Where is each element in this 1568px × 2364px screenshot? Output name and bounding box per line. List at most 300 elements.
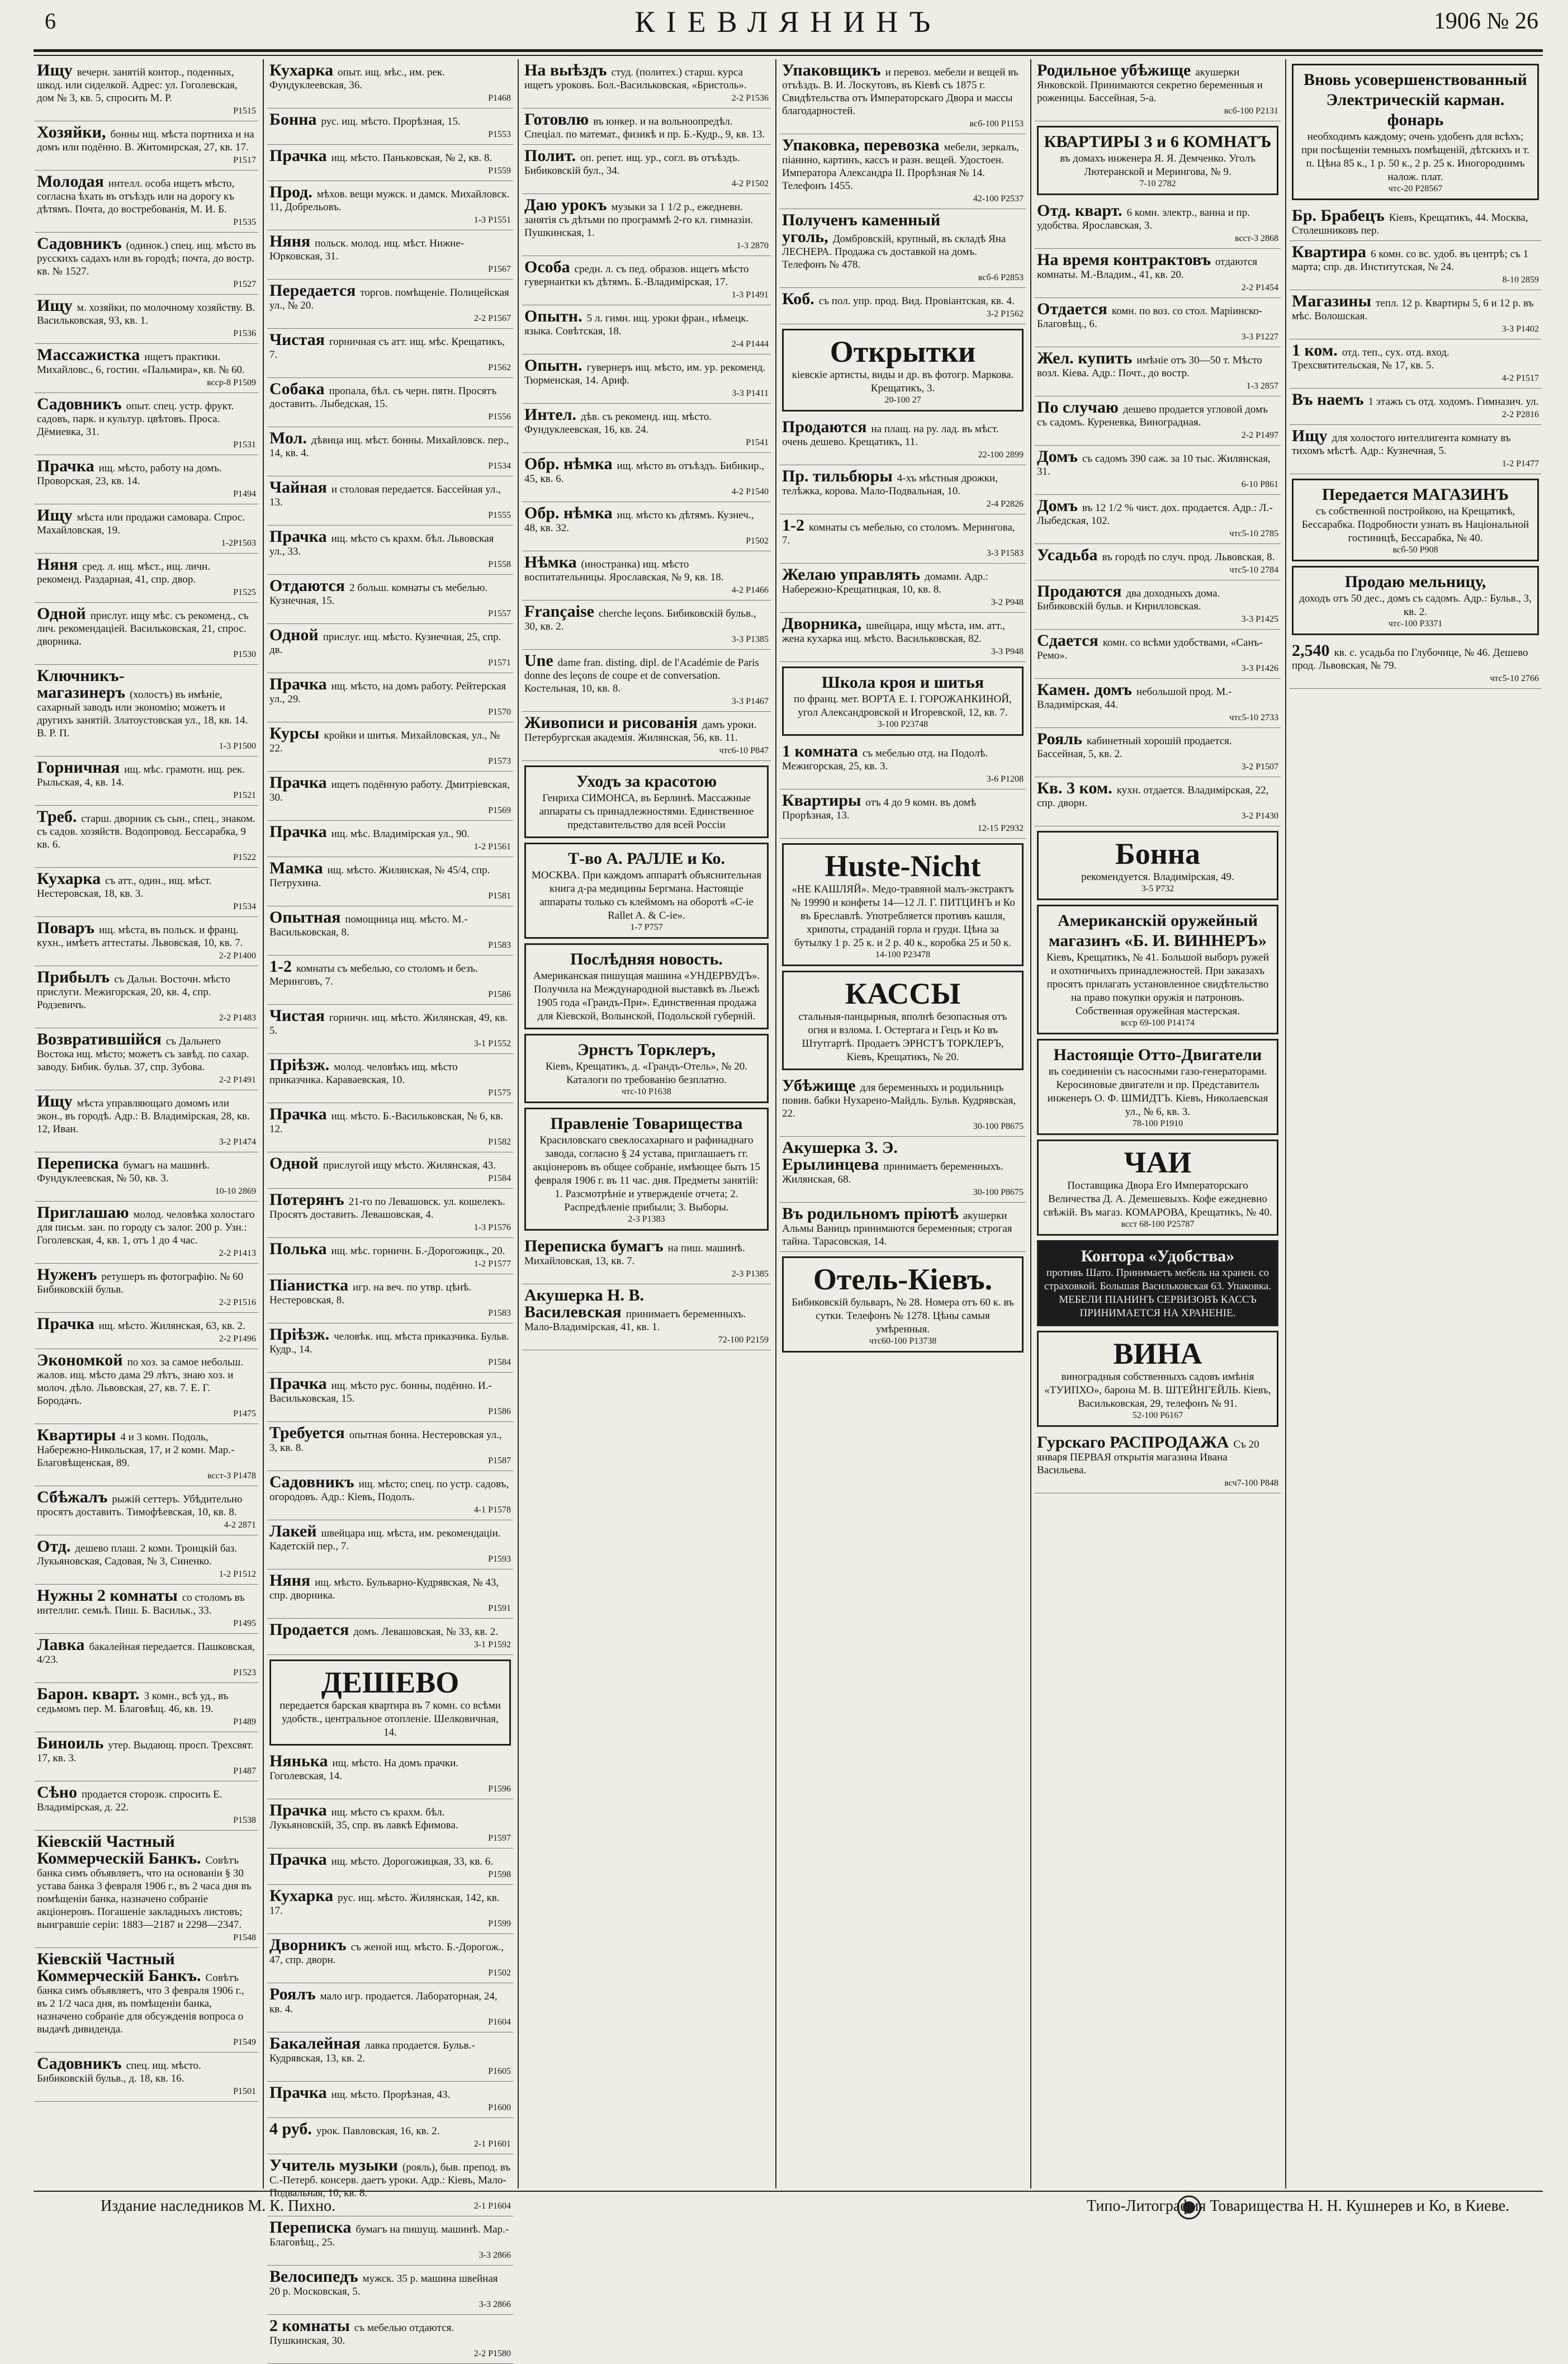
ad-code: 12-15 Р2932 — [977, 824, 1024, 833]
classified-ad — [267, 857, 513, 906]
ad-text: въ соединеніи съ насосными газо-генераторами. Керосиновые двигатели и пр. Представитель инженеръ О. Ф. ШМИДТЪ. Кіевъ, Николаевская ул., № 6, кв. 3. — [1047, 1066, 1268, 1118]
classified-ad — [1035, 777, 1281, 826]
ad-keyword: Мамка — [269, 859, 323, 877]
ad-code: 2-2 Р1413 — [219, 1249, 256, 1258]
classified-ad — [267, 526, 513, 575]
ad-code: 2-2 Р1483 — [219, 1013, 256, 1023]
ad-keyword: Ключникъ-магазинеръ — [37, 666, 125, 702]
display-advertisement — [782, 971, 1024, 1070]
ad-code: всср 69-100 Р14174 — [1121, 1018, 1195, 1028]
ad-keyword: Пріѣзж. — [269, 1325, 330, 1344]
ad-code: 3-2 Р1430 — [1241, 811, 1278, 821]
ad-code: Р1605 — [488, 2067, 511, 2076]
ad-keyword: Дворникъ — [269, 1936, 347, 1954]
ad-code: Р1583 — [488, 940, 511, 950]
ad-keyword: Ищу — [37, 1092, 73, 1110]
ad-text: оп. репет. ищ. ур., согл. въ отъѣздъ. Бибиковскій бул., 34. — [524, 152, 740, 177]
ad-text: польск. молод. ищ. мѣст. Нижне-Юрковская, 31. — [269, 238, 465, 262]
ad-text: горничн. ищ. мѣсто. Жилянская, 49, кв. 5. — [269, 1012, 508, 1037]
classified-ad — [267, 722, 513, 772]
ad-text: утер. Выдающ. просп. Трехсвят. 17, кв. 3. — [37, 1739, 254, 1764]
ad-keyword: Прачка — [269, 1374, 327, 1393]
ad-keyword: Прачка — [269, 527, 327, 546]
ad-code: Р1567 — [488, 264, 511, 274]
ad-text: (иностранка) ищ. мѣсто воспитательницы. Ярославская, № 9, кв. 18. — [524, 559, 724, 583]
ad-code: всч7-100 Р848 — [1224, 1478, 1278, 1488]
ad-keyword: Курсы — [269, 724, 320, 743]
ad-code: 30-100 Р8675 — [973, 1122, 1024, 1131]
ad-keyword: Вновь усовершенствованный Электрическій карман. фонарь — [1304, 70, 1527, 129]
ad-text: мало игр. продается. Лабораторная, 24, кв. 4. — [269, 1991, 498, 2015]
ad-text: ищ. мѣсто въ отъѣздъ. Бибикир., 45, кв. 6. — [524, 460, 765, 485]
ad-keyword: Ищу — [1292, 427, 1328, 445]
ad-text: кв. с. усадьба по Глубочице, № 46. Дешево прод. Львовская, № 79. — [1292, 647, 1528, 672]
ad-text: съ мебелью отдаются. Пушкинская, 30. — [269, 2322, 454, 2347]
classified-ad — [1035, 1431, 1281, 1493]
ad-text: ищ. мѣсто. Б.-Васильковская, № 6, кв. 12. — [269, 1110, 504, 1135]
ad-text: ищ. мѣсто рус. бонны, подённо. И.-Васильковская, 15. — [269, 1380, 492, 1405]
ad-text: акушерки Альмы Ваницъ принимаются беременныя; строгая тайна. Тарасовская, 14. — [782, 1210, 1012, 1247]
ad-code: 4-2 Р1466 — [731, 585, 769, 595]
classified-ad — [267, 1520, 513, 1569]
ad-code: 2-2 Р1567 — [473, 314, 511, 323]
classified-ad — [35, 1313, 258, 1349]
ad-code: 2-2 Р1536 — [731, 93, 769, 103]
ad-text: ищ. мѣсто. Дорогожицкая, 33, кв. 6. — [331, 1856, 494, 1867]
ad-code: 2-2 Р1400 — [219, 951, 256, 961]
ad-text: небольшой прод. М.-Владимірская, 44. — [1037, 686, 1232, 711]
classified-ad — [1035, 298, 1281, 347]
ad-text: опытная бонна. Нестеровская ул., 3, кв. 8. — [269, 1429, 502, 1454]
ad-keyword: Нужны 2 комнаты — [37, 1586, 178, 1605]
ad-text: отд. теп., сух. отд. вход. Трехсвятительская, № 17, кв. 5. — [1292, 347, 1449, 371]
ad-text: ищ. мѣста, въ польск. и франц. кухн., имѣетъ аттестаты. Львовская, 10, кв. 7. — [37, 924, 243, 949]
ad-code: 1-3 2870 — [736, 241, 769, 250]
ad-code: Р1591 — [488, 1604, 511, 1613]
classified-ad — [267, 427, 513, 476]
column-1 — [35, 59, 258, 2188]
ad-text: ищ. мѣсто къ дѣтямъ. Кузнеч., 48, кв. 32. — [524, 509, 754, 534]
ad-keyword: Лакей — [269, 1522, 317, 1540]
ad-code: 3-3 Р1426 — [1241, 664, 1278, 673]
ad-keyword: КАССЫ — [845, 977, 961, 1010]
ad-text: старш. дворник съ сын., спец., знаком. съ садов. хозяйств. Водопровод. Бессарабка, 9 кв. 6. — [37, 813, 255, 850]
ad-code: Р1502 — [746, 536, 769, 546]
ad-keyword: Прачка — [269, 1850, 327, 1869]
ad-keyword: Няня — [269, 232, 311, 250]
ad-code: 3-2 Р1474 — [219, 1137, 256, 1147]
ad-text: мужск. 35 р. машина швейная 20 р. Московская, 5. — [269, 2273, 498, 2297]
ad-text: молод. человѣкъ ищ. мѣсто приказчика. Караваевская, 10. — [269, 1061, 458, 1086]
ad-keyword: По случаю — [1037, 398, 1119, 417]
ad-keyword: Huste-Nicht — [825, 849, 981, 883]
ad-keyword: Отдаются — [269, 576, 345, 595]
ad-code: 4-2 Р1540 — [731, 487, 769, 497]
classified-ad — [1290, 339, 1541, 389]
ad-text: рекомендуется. Владимірская, 49. — [1081, 871, 1234, 883]
classified-ad — [1035, 495, 1281, 544]
ad-keyword: Чайная — [269, 478, 327, 497]
classified-ad — [522, 108, 771, 145]
ad-code: 2-2 Р1454 — [1241, 283, 1278, 292]
ad-keyword: Одной — [269, 626, 319, 644]
ad-text: ищ. мѣсто, на домъ работу. Рейтерская ул., 29. — [269, 680, 506, 705]
ad-text: домами. Адр.: Набережно-Крещатицкая, 10, кв. 8. — [782, 571, 988, 595]
ad-text: съ Дальнего Востока ищ. мѣсто; можетъ съ завѣд. по сахар. заводу. Бибик. бульв. 37, спр. Зубова. — [37, 1036, 249, 1073]
ad-code: всб-100 Р2131 — [1224, 106, 1278, 116]
classified-ad — [267, 2118, 513, 2154]
classified-ad — [780, 740, 1026, 789]
classified-ad — [1290, 389, 1541, 425]
ad-text: тепл. 12 р. Квартиры 5, 6 и 12 р. въ мѣс. Волошская. — [1292, 297, 1534, 322]
ad-code: 3-2 Р1507 — [1241, 762, 1278, 772]
ad-text: ищ. мѣсто. Бульварно-Кудрявская, № 43, спр. дворника. — [269, 1577, 499, 1601]
ad-text: сред. л. ищ. мѣст., ищ. личн. рекоменд. Раздарная, 41, спр. двор. — [37, 561, 210, 585]
ad-text: дешево продается угловой домъ съ садомъ. Куреневка, Виноградная. — [1037, 404, 1268, 428]
ad-text: МОСКВА. При каждомъ аппаратѣ объяснительная книга д-ра медицины Бергмана. Настоящіе аппараты только съ клеймомъ на оборотѣ «C-ie Rallet A. & C-ie». — [532, 869, 761, 921]
ad-code: Р1582 — [488, 1137, 511, 1147]
classified-ad — [267, 956, 513, 1005]
ad-text: Кіевъ, Крещатикъ, 44. Москва, Столешниковъ пер. — [1292, 212, 1528, 237]
classified-ad — [35, 1486, 258, 1535]
ad-code: 4-1 Р1578 — [473, 1505, 511, 1515]
ad-code: Р1600 — [488, 2103, 511, 2112]
classified-ad — [522, 194, 771, 256]
ad-code: всст-3 2868 — [1235, 234, 1278, 243]
ad-text: торгов. помѣщеніе. Полицейская ул., № 20. — [269, 287, 509, 311]
ad-keyword: Лавка — [37, 1635, 85, 1654]
ad-code: 2-1 Р1601 — [473, 2139, 511, 2149]
ad-code: 14-100 Р23478 — [875, 950, 931, 959]
ad-code: Р1584 — [488, 1174, 511, 1183]
ad-text: для холостого интеллигента комнату въ тихомъ мѣстѣ. Адр.: Кузнечная, 5. — [1292, 432, 1511, 457]
ad-keyword: Усадьба — [1037, 546, 1098, 564]
ad-keyword: Прачка — [269, 675, 327, 693]
classified-ad — [1290, 205, 1541, 241]
ad-text: съ Дальн. Восточн. мѣсто прислуги. Межигорская, 20, кв. 4, спр. Родзевичъ. — [37, 973, 231, 1011]
ad-code: 1-7 Р757 — [630, 923, 663, 932]
ad-text: дѣв. съ рекоменд. ищ. мѣсто. Фундуклеевская, 16, кв. 24. — [524, 411, 712, 436]
ad-text: ищ. мѣсто. Паньковская, № 2, кв. 8. — [331, 152, 492, 164]
ad-keyword: Требуется — [269, 1424, 345, 1442]
ad-keyword: Сѣно — [37, 1783, 77, 1802]
classified-ad — [35, 1090, 258, 1152]
ad-code: чтс5-10 2785 — [1229, 529, 1278, 538]
ad-text: принимаетъ беременныхъ. Жилянская, 68. — [782, 1161, 1003, 1185]
classified-ad — [35, 1424, 258, 1486]
ad-code: Р1583 — [488, 1308, 511, 1318]
ad-keyword: Камен. домъ — [1037, 680, 1132, 699]
ad-keyword: Квартиры — [37, 1426, 116, 1444]
ad-code: 3-3 Р1411 — [732, 389, 769, 398]
classified-ad — [1290, 290, 1541, 339]
ad-code: 52-100 Р6167 — [1132, 1411, 1183, 1420]
column-divider — [263, 59, 264, 2188]
ad-keyword: Настоящіе Отто-Двигатели — [1053, 1046, 1262, 1064]
ad-keyword: Чистая — [269, 330, 325, 349]
ad-keyword: Бонна — [269, 110, 317, 129]
ad-text: дамъ уроки. Петербургская академія. Жилянская, 56, кв. 11. — [524, 719, 757, 744]
ad-code: 1-3 Р1491 — [731, 290, 769, 300]
classified-ad — [35, 1634, 258, 1683]
ad-code: Р1597 — [488, 1833, 511, 1843]
ad-keyword: Обр. нѣмка — [524, 455, 613, 473]
ad-text: отдаются комнаты. М.-Владим., 41, кв. 20. — [1037, 256, 1258, 281]
ad-code: 2-2 Р1516 — [219, 1298, 256, 1307]
ad-code: 3-1 Р1552 — [473, 1039, 511, 1048]
ad-keyword: Домъ — [1037, 497, 1078, 515]
ad-keyword: Магазины — [1292, 292, 1371, 310]
ad-text: (рояль), быв. препод. въ С.-Петерб. консерв. даетъ уроки. Адр.: Кіевъ, Мало-Подвальная, 10, кв. 8. — [269, 2162, 511, 2199]
classified-ad — [780, 288, 1026, 324]
ad-text: отъ 4 до 9 комн. въ домѣ Прорѣзная, 13. — [782, 797, 977, 821]
ad-text: ретушеръ въ фотографію. № 60 Бибиковскій бульв. — [37, 1271, 244, 1296]
ad-keyword: Française — [524, 602, 594, 621]
ad-code: Р1596 — [488, 1784, 511, 1794]
ad-text: съ женой ищ. мѣсто. Б.-Дорогож., 47, спр. дворн. — [269, 1941, 504, 1966]
ad-code: чтс60-100 Р13738 — [869, 1336, 937, 1346]
ad-keyword: Родильное убѣжище — [1037, 61, 1191, 79]
ad-text: Поставщика Двора Его Императорскаго Величества Д. А. Демешевыхъ. Кофе ежедневно свѣжій. Въ магаз. КОМАРОВА, Крещатикъ, № 40. — [1043, 1180, 1272, 1218]
ad-code: Р1487 — [233, 1766, 256, 1776]
ad-code: Р1584 — [488, 1358, 511, 1367]
classified-ad — [780, 1203, 1026, 1252]
ad-text: ищ. мѣсто съ крахм. бѣл. Львовская ул., 33. — [269, 533, 494, 557]
classified-ad — [267, 1005, 513, 1054]
ad-keyword: Биноиль — [37, 1734, 104, 1752]
ad-code: Р1569 — [488, 806, 511, 815]
ad-code: 2-4 Р2826 — [986, 499, 1024, 509]
classified-ad — [780, 416, 1026, 465]
ad-code: 6-10 Р861 — [1241, 480, 1278, 489]
ad-keyword: Контора «Удобства» — [1081, 1247, 1235, 1265]
ad-code: Р1534 — [488, 461, 511, 471]
ad-keyword: Кухарка — [269, 1887, 334, 1905]
ad-keyword: Собака — [269, 380, 325, 398]
ad-code: Р1581 — [488, 891, 511, 901]
ad-keyword: Молодая — [37, 172, 104, 191]
classified-ad — [522, 59, 771, 108]
ad-text: 4-хъ мѣстныя дрожки, телѣжка, корова. Мало-Подвальная, 10. — [782, 472, 998, 497]
ad-code: 72-100 Р2159 — [718, 1335, 769, 1345]
classified-ad — [780, 465, 1026, 514]
ad-keyword: Передается — [269, 281, 356, 300]
classified-ad — [35, 504, 258, 554]
display-advertisement — [1037, 831, 1278, 900]
ad-text: человѣк. ищ. мѣста приказчика. Бульв. Кудр., 14. — [269, 1331, 509, 1355]
ad-code: 4-2 Р1502 — [731, 179, 769, 188]
classified-ad — [1035, 679, 1281, 728]
classified-ad — [35, 455, 258, 504]
ad-text: въ домахъ инженера Я. Я. Демченко. Уголъ Лютеранской и Мерингова, № 9. — [1060, 153, 1256, 178]
ad-keyword: Школа кроя и шитья — [821, 673, 984, 692]
ad-code: чтс-20 Р28567 — [1388, 184, 1443, 193]
ad-code: 1-2 Р1477 — [1501, 459, 1539, 469]
ad-code: 3-3 Р1467 — [731, 697, 769, 706]
classified-ad — [267, 1152, 513, 1189]
ad-text: комнаты съ мебелью, со столомъ. Мерингова, 7. — [782, 522, 1015, 546]
ad-keyword: Треб. — [37, 807, 77, 826]
column-divider — [775, 59, 776, 2188]
ad-code: Р1534 — [233, 902, 256, 911]
ad-code: 30-100 Р8675 — [973, 1188, 1024, 1197]
ad-code: Р1553 — [488, 130, 511, 139]
ad-text: со столомъ въ интеллиг. семьѣ. Пиш. Б. Васильк., 33. — [37, 1592, 245, 1616]
ad-code: Р1535 — [233, 218, 256, 227]
ad-code: всср-8 Р1509 — [207, 378, 256, 387]
newspaper-title: КІЕВЛЯНИНЪ — [634, 5, 942, 39]
classified-ad — [522, 601, 771, 650]
ad-keyword: Нянька — [269, 1752, 328, 1770]
classified-ad — [35, 1948, 258, 2053]
ad-keyword: Няня — [37, 555, 78, 574]
ad-keyword: Ищу — [37, 296, 73, 315]
ad-keyword: Кіевскій Частный Коммерческій Банкъ. — [37, 1832, 201, 1867]
ad-text: Совѣтъ банка симъ объявляетъ, что на основаніи § 30 устава банка 3 февраля 1906 г., въ 2 часа дня въ помѣщеніи банка, назначено собраніе акціонеровъ. Погашеніе закладныхъ листовъ; выигравшіе серіи: 1883—2187 и 2298—2347. — [37, 1855, 252, 1931]
classified-ad — [35, 966, 258, 1028]
ad-text: акушерки Янковской. Принимаются секретно беременныя и роженицы. Бассейная, 5-а. — [1037, 67, 1263, 104]
ad-keyword: ДЕШЕВО — [321, 1666, 459, 1699]
ad-code: Р1587 — [488, 1456, 511, 1465]
ad-text: прислуг. ищу мѣс. съ рекоменд., съ лич. рекомендаціей. Васильковская, 21, спрос. дворника. — [37, 610, 249, 647]
ad-code: 3-100 Р23748 — [877, 720, 929, 729]
ad-text: ищ. мѣсто, работу на домъ. Провоpская, 23, кв. 14. — [37, 462, 222, 487]
ad-text: Бибиковскій бульваръ, № 28. Номера отъ 60 к. въ сутки. Телефонъ № 1278. Цѣны самыя умѣренныя. — [792, 1297, 1014, 1335]
ad-code: 1-2 Р1561 — [473, 842, 511, 852]
classified-ad — [1035, 59, 1281, 121]
classified-ad — [35, 1264, 258, 1313]
ad-keyword: КВАРТИРЫ 3 и 6 КОМНАТЪ — [1044, 133, 1272, 151]
ad-code: 3-3 Р1402 — [1501, 324, 1539, 334]
ad-code: Р1586 — [488, 990, 511, 999]
ad-code: Р1559 — [488, 166, 511, 176]
ad-text: Американская пишущая машина «УНДЕРВУДЪ». Получила на Международной выставкѣ въ Льежѣ 1905 года «Грандъ-При». Единственная продажа для Кіевской, Волынской, Подольской губерній. — [533, 970, 760, 1022]
ad-keyword: 1-2 — [269, 957, 292, 976]
classified-ad — [267, 2266, 513, 2315]
ad-text: 4 и 3 комн. Подоль, Набережно-Никольская, 17, и 2 комн. Мар.-Благовѣщенская, 89. — [37, 1431, 235, 1469]
ad-keyword: Опытн. — [524, 307, 582, 325]
classified-ad — [267, 1799, 513, 1848]
display-advertisement — [1292, 64, 1539, 200]
ad-code: 2-3 Р1385 — [731, 1269, 769, 1279]
ad-text: комнаты съ мебелью, со столомъ и безъ. Меринговъ, 7. — [269, 963, 478, 987]
ad-text: съ атт., один., ищ. мѣст. Нестеровская, 18, кв. 3. — [37, 875, 212, 900]
ad-text: ищ. мѣс. грамотн. ищ. рек. Рыльская, 4, кв. 14. — [37, 764, 245, 788]
ad-text: помощница ищ. мѣсто. М.-Васильковская, 8. — [269, 914, 468, 938]
ad-text: спец. ищ. мѣсто. Бибиковскій бульв., д. 18, кв. 16. — [37, 2060, 201, 2084]
ad-code: Р1522 — [233, 853, 256, 862]
classified-ad — [267, 108, 513, 145]
ad-keyword: Пріѣзж. — [269, 1056, 330, 1074]
ad-text: cherche leçons. Бибиковскій бульв., 30, кв. 2. — [524, 608, 756, 632]
ad-text: лавка продается. Бульв.-Кудрявская, 13, кв. 2. — [269, 2040, 475, 2064]
classified-ad — [522, 256, 771, 305]
ad-code: Р1525 — [233, 588, 256, 597]
ad-code: Р1599 — [488, 1919, 511, 1928]
classified-ad — [267, 1934, 513, 1983]
classified-ad — [1035, 580, 1281, 630]
ad-text: интелл. особа ищетъ мѣсто, согласна ѣхать въ отъѣздъ или на дорогу къ дѣтямъ. Почта, до востребованія, М. И. Б. — [37, 178, 235, 215]
ad-keyword: Опытная — [269, 908, 341, 926]
ad-keyword: Потерянъ — [269, 1190, 344, 1209]
ad-text: 5 л. гимн. ищ. уроки фран., нѣмецк. языка. Совѣтская, 18. — [524, 313, 749, 337]
ad-text: урок. Павловская, 16, кв. 2. — [316, 2125, 440, 2137]
classified-ad — [35, 1585, 258, 1634]
ad-keyword: Квартиры — [782, 791, 861, 810]
publisher-line: Издание наследников М. К. Пихно. — [101, 2197, 336, 2215]
classified-ad — [35, 665, 258, 757]
ad-code: чтс-10 Р1638 — [622, 1087, 671, 1096]
ad-text: пропала, бѣл. съ черн. пятн. Просятъ доставить. Лыбедская, 15. — [269, 385, 497, 410]
ad-text: необходимъ каждому; очень удобенъ для всѣхъ; при посѣщеніи темныхъ помѣщеній, дѣтскихъ и т. п. Цѣна 85 к., 1 р. 50 к., 2 р. 25 к. Иногороднимъ налож. плат. — [1301, 131, 1530, 183]
ad-text: ищ. мѣсто съ крахм. бѣл. Лукьяновскій, 35, спр. въ лавкѣ Ефимова. — [269, 1807, 458, 1831]
ad-keyword: Садовникъ — [269, 1473, 354, 1491]
ad-code: Р1556 — [488, 412, 511, 422]
ad-code: 1-2 Р1577 — [473, 1259, 511, 1269]
ad-keyword: Барон. кварт. — [37, 1685, 140, 1703]
ad-keyword: Правленіе Товарищества — [550, 1114, 743, 1133]
ad-keyword: Кв. 3 ком. — [1037, 779, 1112, 797]
ad-keyword: Прачка — [269, 1105, 327, 1123]
ad-text: для беременныхъ и родильницъ повив. бабки Нухарено-Майдль. Бульв. Кудрявская, 22. — [782, 1082, 1016, 1119]
ad-code: Р1521 — [233, 791, 256, 800]
ad-keyword: Интел. — [524, 405, 577, 424]
ad-keyword: Кіевскій Частный Коммерческій Банкъ. — [37, 1950, 201, 1985]
ad-keyword: Кухарка — [37, 869, 101, 888]
display-advertisement — [782, 329, 1024, 412]
classified-ad — [267, 624, 513, 673]
ad-text: бумагъ на машинѣ. Фундуклеевская, № 50, кв. 3. — [37, 1160, 210, 1184]
ad-keyword: Велосипедъ — [269, 2267, 358, 2286]
classified-ad — [522, 551, 771, 601]
classified-ad — [35, 1535, 258, 1585]
display-advertisement — [524, 1108, 769, 1231]
ad-text: ищетъ подённую работу. Дмитріевская, 30. — [269, 779, 510, 803]
ad-code: 2-2 Р1497 — [1241, 431, 1278, 440]
ad-keyword: Прибылъ — [37, 968, 110, 986]
ad-code: 1-3 2857 — [1246, 381, 1278, 391]
ad-keyword: 2 комнаты — [269, 2316, 350, 2335]
ad-code: Р1468 — [488, 93, 511, 103]
ad-keyword: Дворника, — [782, 614, 862, 633]
classified-ad — [267, 1422, 513, 1471]
ad-code: 22-100 2899 — [978, 450, 1024, 460]
display-advertisement — [782, 1256, 1024, 1353]
classified-ad — [267, 280, 513, 329]
classified-ad — [267, 1373, 513, 1422]
ad-code: Р1549 — [233, 2037, 256, 2047]
classified-ad — [35, 757, 258, 806]
ad-code: Р1517 — [233, 155, 256, 165]
display-advertisement — [1037, 1331, 1278, 1427]
ad-code: Р1523 — [233, 1668, 256, 1677]
ad-text: въ 12 1/2 % чист. дох. продается. Адр.: Л.-Лыбедская, 102. — [1037, 502, 1273, 527]
ad-code: Р1586 — [488, 1407, 511, 1416]
ad-text: Кіевъ, Крещатикъ, д. «Грандъ-Отель», № 20. Каталоги по требованію безплатно. — [545, 1061, 748, 1086]
ad-keyword: Акушерка З. Э. Ерылинцева — [782, 1138, 898, 1174]
ad-code: 2-4 Р1444 — [731, 339, 769, 349]
classified-ad — [35, 554, 258, 603]
ad-text: ищ. мѣсто. Прорѣзная, 43. — [331, 2089, 451, 2101]
ad-code: всб-50 Р908 — [1392, 545, 1438, 555]
ad-text: мѣста управляющаго домомъ или экон., въ городѣ. Адр.: В. Владимірская, 28, кв. 12, Иван. — [37, 1098, 250, 1135]
ad-code: 2-2 Р1580 — [473, 2349, 511, 2358]
ad-code: чтс-100 Р3371 — [1388, 619, 1443, 628]
ad-text: мѣста или продажи самовара. Спрос. Махайловская, 19. — [37, 512, 245, 536]
classified-ad — [267, 1569, 513, 1619]
classified-ad — [35, 1732, 258, 1781]
footer — [34, 2191, 1543, 2225]
